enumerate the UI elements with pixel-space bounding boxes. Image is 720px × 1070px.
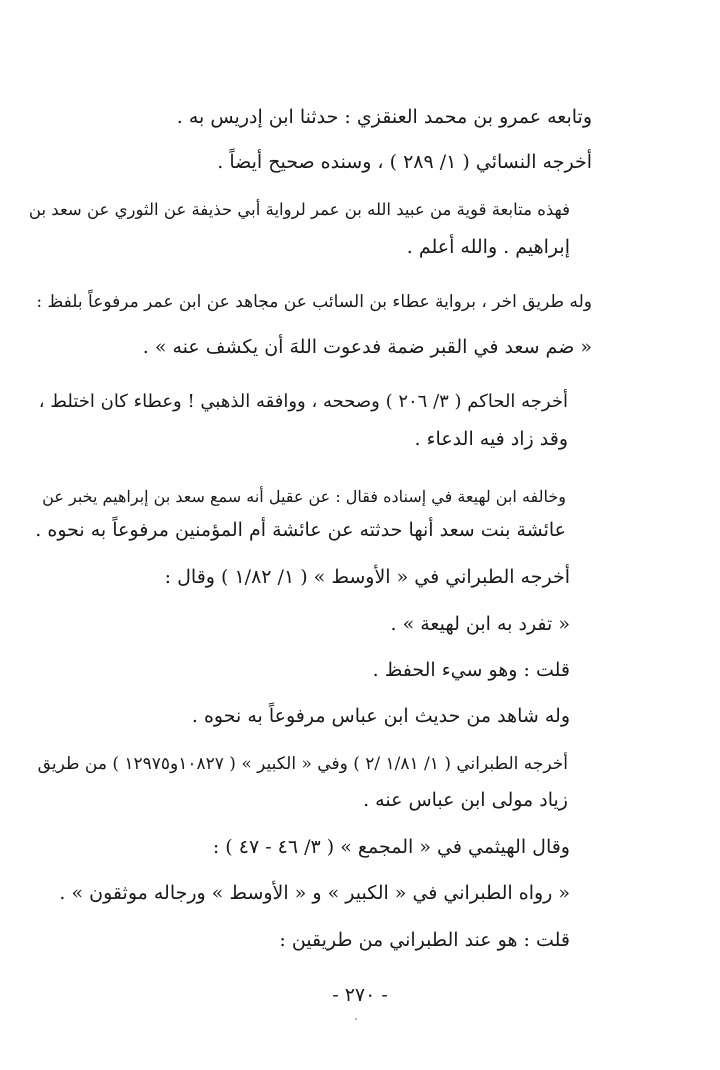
text-line-6: « ضم سعد في القبر ضمة فدعوت اللهَ أن يكشف عنه » . [142, 336, 592, 358]
text-line-13: قلت : وهو سيء الحفظ . [372, 659, 570, 681]
text-line-12: « تفرد به ابن لهيعة » . [390, 613, 570, 635]
text-line-1: وتابعه عمرو بن محمد العنقزي : حدثنا ابن إدريس به . [176, 106, 592, 128]
text-line-15: أخرجه الطبراني ( ١/ ١/٨١ /٢ ) وفي « الكبير » ( ١٠٨٢٧و١٢٩٧٥ ) من طريق [37, 754, 568, 774]
text-line-3: فهذه متابعة قوية من عبيد الله بن عمر لرواية أبي حذيفة عن الثوري عن سعد بن [28, 200, 570, 219]
text-line-10: عائشة بنت سعد أنها حدثته عن عائشة أم المؤمنين مرفوعاً به نحوه . [35, 519, 566, 541]
text-line-4: إبراهيم . والله أعلم . [406, 236, 570, 258]
text-line-5: وله طريق اخر ، برواية عطاء بن السائب عن مجاهد عن ابن عمر مرفوعاً بلفظ : [36, 292, 592, 312]
text-line-7: أخرجه الحاكم ( ٣/ ٢٠٦ ) وصححه ، ووافقه الذهبي ! وعطاء كان اختلط ، [38, 391, 568, 412]
text-line-8: وقد زاد فيه الدعاء . [414, 428, 568, 450]
text-line-16: زياد مولى ابن عباس عنه . [363, 789, 568, 811]
text-line-9: وخالفه ابن لهيعة في إسناده فقال : عن عقيل أنه سمع سعد بن إبراهيم يخبر عن [42, 487, 566, 506]
text-line-14: وله شاهد من حديث ابن عباس مرفوعاً به نحوه . [191, 705, 570, 727]
text-line-18: « رواه الطبراني في « الكبير » و « الأوسط » ورجاله موثقون » . [59, 882, 570, 904]
text-line-17: وقال الهيثمي في « المجمع » ( ٣/ ٤٦ - ٤٧ ) : [212, 836, 570, 858]
text-line-11: أخرجه الطبراني في « الأوسط » ( ١/ ١/٨٢ ) وقال : [164, 566, 570, 588]
text-line-2: أخرجه النسائي ( ١/ ٢٨٩ ) ، وسنده صحيح أيضاً . [217, 151, 592, 173]
text-line-19: قلت : هو عند الطبراني من طريقين : [279, 929, 570, 951]
scan-speck [355, 1018, 357, 1020]
page-number: - ٢٧٠ - [332, 984, 388, 1006]
